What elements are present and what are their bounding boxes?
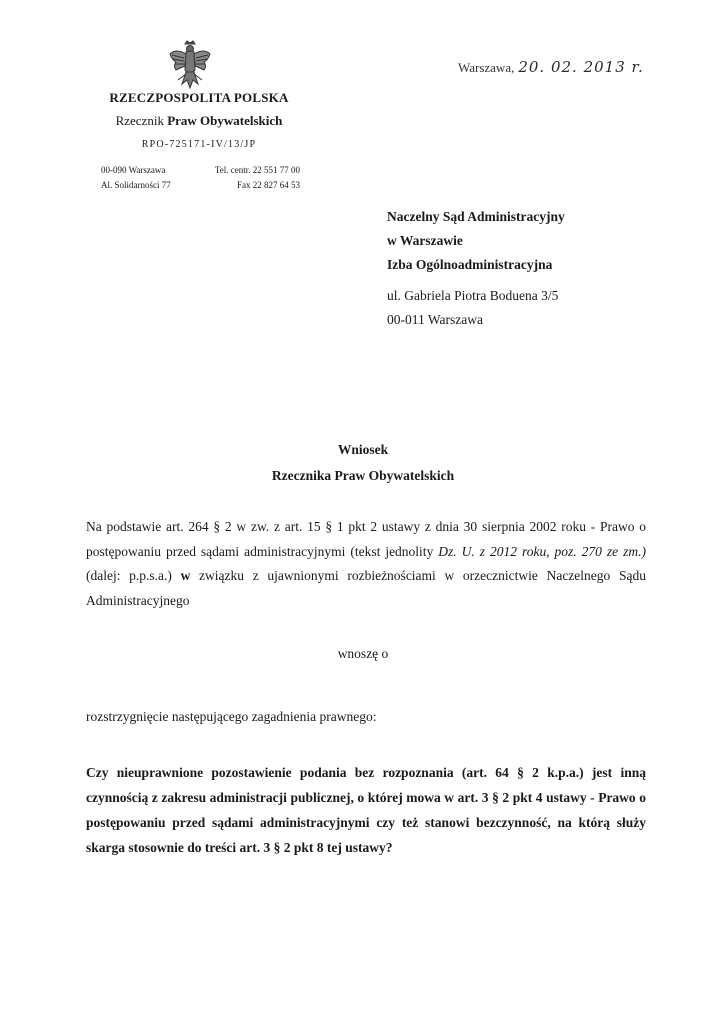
document-date — [458, 58, 644, 82]
legal-basis-paragraph — [86, 515, 646, 613]
journal-citation: Dz. U. z 2012 roku, poz. 270 ze zm.) — [438, 543, 646, 559]
addressee-street: ul. Gabriela Piotra Boduena 3/5 — [387, 288, 559, 303]
letterhead-office-name: Praw Obywatelskich — [167, 113, 283, 128]
addressee-chamber: Izba Ogólnoadministracyjna — [387, 257, 553, 272]
paragraph-text-b: (dalej: p.p.s.a.) — [86, 568, 181, 583]
resolution-line: rozstrzygnięcie następującego zagadnienia prawnego: — [86, 709, 377, 724]
paragraph-bold-word: w — [180, 568, 191, 583]
document-title: Wniosek — [337, 442, 389, 457]
addressee-postal: 00-011 Warszawa — [387, 312, 484, 327]
reference-number: RPO-725171-IV/13/JP — [141, 139, 257, 150]
letterhead-office-prefix: Rzecznik — [115, 113, 164, 128]
letterhead-street: Al. Solidarności 77 — [101, 180, 171, 190]
paragraph-text-a: Na podstawie art. 264 § 2 w zw. z art. 15 § 1 pkt 2 ustawy z dnia 30 sierpnia 2002 roku - Prawo o postępowaniu przed sądami administracyjnymi (tekst jednolity — [86, 519, 646, 559]
paragraph-text-c: związku z ujawnionymi rozbieżnościami w orzecznictwie Naczelnego Sądu Administracyjnego — [86, 568, 646, 608]
letterhead-country: RZECZPOSPOLITA POLSKA — [109, 90, 289, 105]
letterhead-postal: 00-090 Warszawa — [101, 165, 166, 175]
request-phrase: wnoszę o — [337, 646, 389, 661]
date-place: Warszawa, — [458, 60, 515, 75]
legal-question: Czy nieuprawnione pozostawienie podania bez rozpoznania (art. 64 § 2 k.p.a.) jest inną czynnością z zakresu administracji publicznej, o której mowa w art. 3 § 2 pkt 4 ustawy - Prawo o postępowaniu przed sądami administracyjnymi czy też stanowi bezczynność, na którą służy skarga stosownie do treści art. 3 § 2 pkt 8 tej ustawy? — [86, 765, 646, 855]
letterhead-fax: Fax 22 827 64 53 — [237, 180, 300, 190]
addressee-city: w Warszawie — [387, 233, 463, 248]
document-subtitle: Rzecznika Praw Obywatelskich — [271, 468, 455, 483]
date-handwritten: 20. 02. 2013 r. — [518, 58, 644, 76]
addressee-court: Naczelny Sąd Administracyjny — [387, 209, 565, 224]
letterhead-office — [100, 113, 298, 129]
polish-eagle-emblem-icon — [168, 40, 212, 92]
letterhead-phone: Tel. centr. 22 551 77 00 — [214, 165, 300, 175]
